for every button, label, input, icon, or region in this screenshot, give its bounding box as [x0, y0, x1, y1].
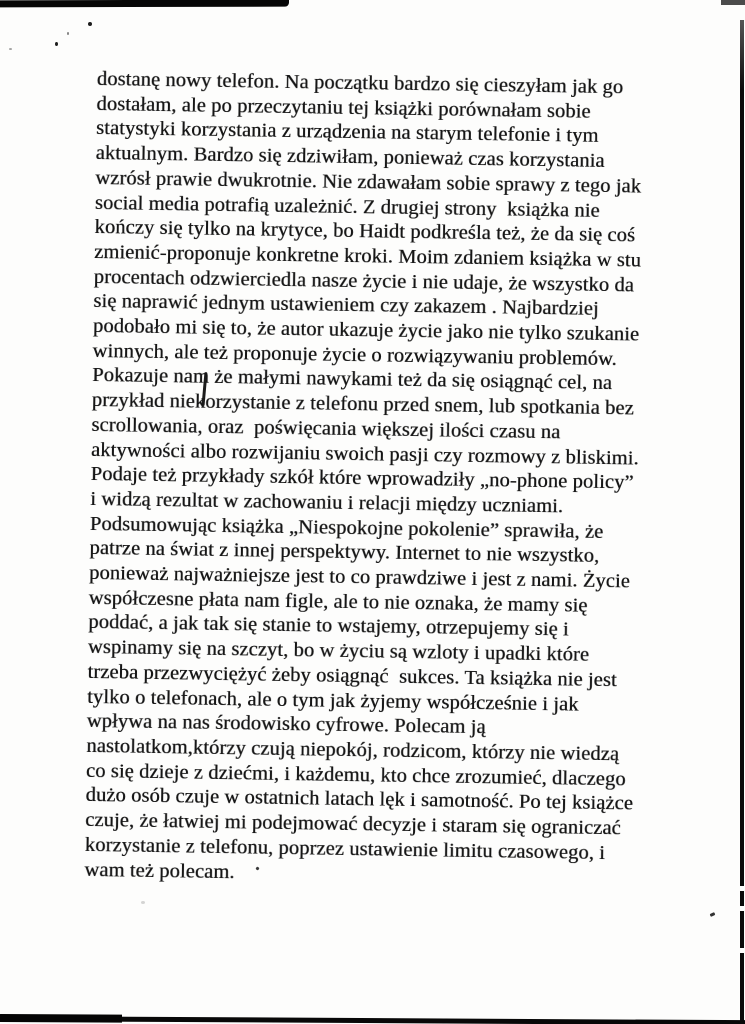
- text-line: scrollowania, oraz poświęcania większej ilości czasu na: [91, 413, 561, 444]
- text-line: zmienić-proponuje konkretne kroki. Moim zdaniem książka w stu: [93, 240, 642, 272]
- text-line: Pokazuje nam że małymi nawykami też da się osiągnąć cel, na: [91, 364, 613, 395]
- text-line: dostanę nowy telefon. Na początku bardzo się cieszyłam jak go: [96, 67, 624, 99]
- scan-artifact-bottom-left-chunk: [0, 1014, 122, 1023]
- text-line: dużo osób czuje w ostatnich latach lęk i samotność. Po tej książce: [85, 784, 634, 815]
- text-line: winnych, ale też proponuje życie o rozwiązywaniu problemów.: [92, 339, 617, 370]
- text-line: ponieważ najważniejsze jest to co prawdziwe i jest z nami. Życie: [88, 562, 631, 593]
- text-line: tylko o telefonach, ale o tym jak żyjemy współcześnie i jak: [86, 685, 579, 716]
- document-text: [84, 67, 644, 891]
- text-line: korzystanie z telefonu, poprzez ustawienie limitu czasowego, i: [84, 833, 606, 864]
- scan-gap: [739, 886, 745, 891]
- scan-speck: [141, 901, 145, 904]
- text-line: patrze na świat z innej perspektywy. Internet to nie wszystko,: [89, 537, 600, 568]
- text-line: Podaje też przykłady szkół które wprowadziły „no-phone policy”: [90, 463, 634, 494]
- text-line: kończy się tylko na krytyce, bo Haidt podkreśla też, że da się coś: [94, 216, 636, 247]
- scan-artifact-top-right-mark: [721, 0, 745, 5]
- scan-artifact-top-edge-bar: [0, 0, 289, 7]
- stray-tick-mark: [710, 912, 716, 917]
- text-line: wpływa na nas środowisko cyfrowe. Polecam ją: [86, 710, 486, 739]
- scan-gap: [739, 948, 745, 953]
- text-line: statystyki korzystania z urządzenia na starym telefonie i tym: [95, 117, 599, 148]
- text-line: wzrósł prawie dwukrotnie. Nie zdawałam sobie sprawy z tego jak: [95, 166, 642, 198]
- text-line: co się dzieje z dziećmi, i każdemu, kto chce zrozumieć, dlaczego: [85, 759, 626, 791]
- text-line: social media potrafią uzależnić. Z drugiej strony książka nie: [94, 191, 600, 222]
- text-line: poddać, a jak tak się stanie to wstajemy, otrzepujemy się i: [88, 611, 569, 641]
- text-line: wspinamy się na szczyt, bo w życiu są wzloty i upadki które: [87, 636, 590, 666]
- text-line: aktualnym. Bardzo się zdziwiłam, ponieważ czas korzystania: [95, 142, 605, 173]
- scan-speck: [9, 48, 12, 50]
- text-line: wam też polecam.: [84, 858, 235, 883]
- text-line: procentach odzwierciedla nasze życie i nie udaje, że wszystko da: [93, 265, 635, 297]
- text-line: nastolatkom,którzy czują niepokój, rodzicom, którzy nie wiedzą: [86, 734, 620, 766]
- text-line: i widzą rezultat w zachowaniu i relacji między uczniami.: [90, 487, 564, 518]
- scan-speck: [67, 32, 69, 35]
- scan-speck: [55, 42, 58, 46]
- text-line: trzeba przezwyciężyć żeby osiągnąć sukces. Ta książka nie jest: [87, 660, 617, 692]
- text-line: współczesne płata nam figle, ale to nie oznaka, że mamy się: [88, 586, 588, 617]
- text-line: dostałam, ale po przeczytaniu tej książki porównałam sobie: [96, 92, 591, 123]
- text-line: podobało mi się to, że autor ukazuje życie jako nie tylko szukanie: [92, 315, 640, 346]
- text-line: Podsumowując książka „Niespokojne pokolenie” sprawiła, że: [89, 512, 604, 543]
- text-line: czuje, że łatwiej mi podejmować decyzje i staram się ograniczać: [84, 809, 621, 840]
- scan-gap: [563, 1016, 575, 1019]
- scan-gap: [739, 906, 745, 911]
- text-line: aktywności albo rozwijaniu swoich pasji czy rozmowy z bliskimi.: [90, 438, 639, 470]
- text-line: przykład niekorzystanie z telefonu przed snem, lub spotkania bez: [91, 389, 634, 420]
- scan-artifact-right-edge-line: [740, 20, 744, 1024]
- scan-speck: [88, 22, 92, 26]
- text-line: się naprawić jednym ustawieniem czy zakazem . Najbardziej: [93, 290, 599, 321]
